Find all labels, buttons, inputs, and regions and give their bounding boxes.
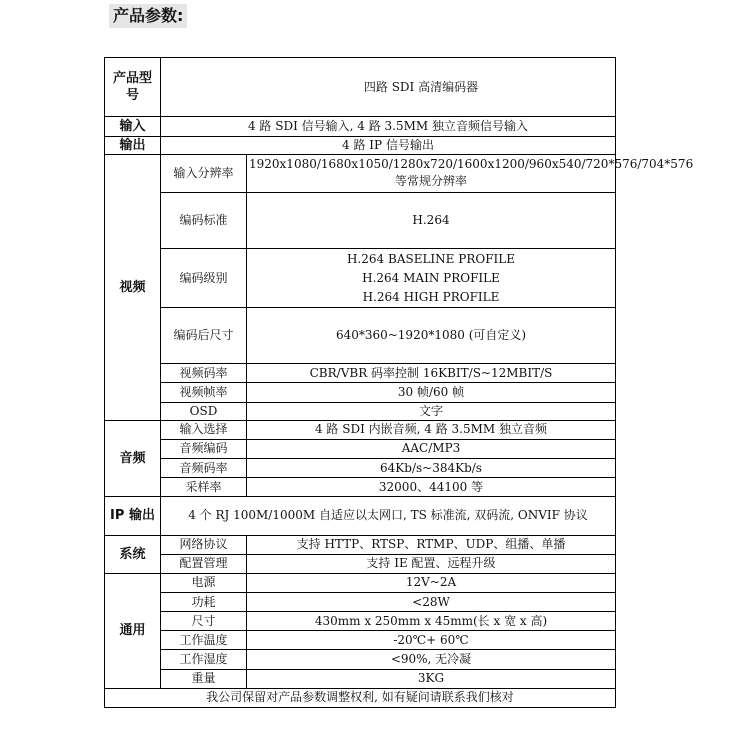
table-row	[105, 307, 616, 363]
spec-name: OSD	[161, 402, 247, 420]
profile-line: H.264 MAIN PROFILE	[362, 270, 500, 285]
table-row	[105, 420, 616, 439]
spec-value: CBR/VBR 码率控制 16KBIT/S~12MBIT/S	[247, 364, 616, 383]
system-label: 系统	[105, 535, 161, 573]
spec-value: 64Kb/s~384Kb/s	[247, 458, 616, 477]
spec-name: 配置管理	[161, 554, 247, 573]
profile-line: H.264 HIGH PROFILE	[362, 289, 500, 304]
table-row	[105, 535, 616, 554]
spec-name: 工作温度	[161, 631, 247, 650]
output-value: 4 路 IP 信号输出	[161, 136, 616, 154]
profile-line: H.264 BASELINE PROFILE	[347, 251, 515, 266]
spec-value: 4 路 SDI 内嵌音频, 4 路 3.5MM 独立音频	[247, 420, 616, 439]
spec-value: <28W	[247, 592, 616, 611]
spec-name: 编码后尺寸	[161, 307, 247, 363]
table-row	[105, 497, 616, 535]
general-label: 通用	[105, 573, 161, 688]
spec-value	[247, 249, 616, 307]
spec-value: 1920x1080/1680x1050/1280x720/1600x1200/960x540/720*576/704*576 等常规分辨率	[247, 154, 616, 192]
table-row	[105, 554, 616, 573]
footer-note: 我公司保留对产品参数调整权利, 如有疑问请联系我们核对	[105, 688, 616, 707]
spec-name: 视频帧率	[161, 383, 247, 402]
spec-value: 640*360~1920*1080 (可自定义)	[247, 307, 616, 363]
table-row	[105, 154, 616, 192]
spec-name: 输入选择	[161, 420, 247, 439]
spec-value: H.264	[247, 193, 616, 249]
table-row	[105, 669, 616, 688]
page-heading: 产品参数:	[109, 4, 187, 28]
table-row	[105, 364, 616, 383]
spec-value: 12V~2A	[247, 573, 616, 592]
audio-label: 音频	[105, 420, 161, 497]
table-row	[105, 612, 616, 631]
spec-name: 电源	[161, 573, 247, 592]
spec-value: <90%, 无冷凝	[247, 650, 616, 669]
video-label: 视频	[105, 154, 161, 420]
spec-value: AAC/MP3	[247, 439, 616, 458]
spec-value: 430mm x 250mm x 45mm(长 x 宽 x 高)	[247, 612, 616, 631]
spec-name: 工作湿度	[161, 650, 247, 669]
table-row	[105, 117, 616, 136]
table-row	[105, 573, 616, 592]
input-value: 4 路 SDI 信号输入, 4 路 3.5MM 独立音频信号输入	[161, 117, 616, 136]
spec-name: 尺寸	[161, 612, 247, 631]
table-row	[105, 193, 616, 249]
spec-name: 视频码率	[161, 364, 247, 383]
spec-name: 网络协议	[161, 535, 247, 554]
ip-output-label: IP 输出	[105, 497, 161, 535]
spec-value: 3KG	[247, 669, 616, 688]
table-row	[105, 688, 616, 707]
spec-name: 编码标准	[161, 193, 247, 249]
spec-name: 音频码率	[161, 458, 247, 477]
output-label: 输出	[105, 136, 161, 154]
ip-output-value: 4 个 RJ 100M/1000M 自适应以太网口, TS 标准流, 双码流, ONVIF 协议	[161, 497, 616, 535]
spec-value: 支持 HTTP、RTSP、RTMP、UDP、组播、单播	[247, 535, 616, 554]
spec-value: 30 帧/60 帧	[247, 383, 616, 402]
spec-table	[104, 57, 694, 708]
spec-value: 文字	[247, 402, 616, 420]
spec-name: 采样率	[161, 478, 247, 497]
input-label: 输入	[105, 117, 161, 136]
table-row	[105, 402, 616, 420]
table-row	[105, 249, 616, 307]
table-row	[105, 458, 616, 477]
spec-name: 重量	[161, 669, 247, 688]
spec-value: -20℃+ 60℃	[247, 631, 616, 650]
spec-name: 音频编码	[161, 439, 247, 458]
table-row	[105, 136, 616, 154]
table-row	[105, 58, 616, 117]
spec-name: 编码级别	[161, 249, 247, 307]
spec-name: 输入分辨率	[161, 154, 247, 192]
table-row	[105, 650, 616, 669]
spec-name: 功耗	[161, 592, 247, 611]
table-row	[105, 478, 616, 497]
table-row	[105, 592, 616, 611]
table-row	[105, 439, 616, 458]
spec-value: 32000、44100 等	[247, 478, 616, 497]
table-row	[105, 631, 616, 650]
model-value: 四路 SDI 高清编码器	[161, 58, 616, 117]
table-row	[105, 383, 616, 402]
model-label: 产品型号	[105, 58, 161, 117]
spec-value: 支持 IE 配置、远程升级	[247, 554, 616, 573]
